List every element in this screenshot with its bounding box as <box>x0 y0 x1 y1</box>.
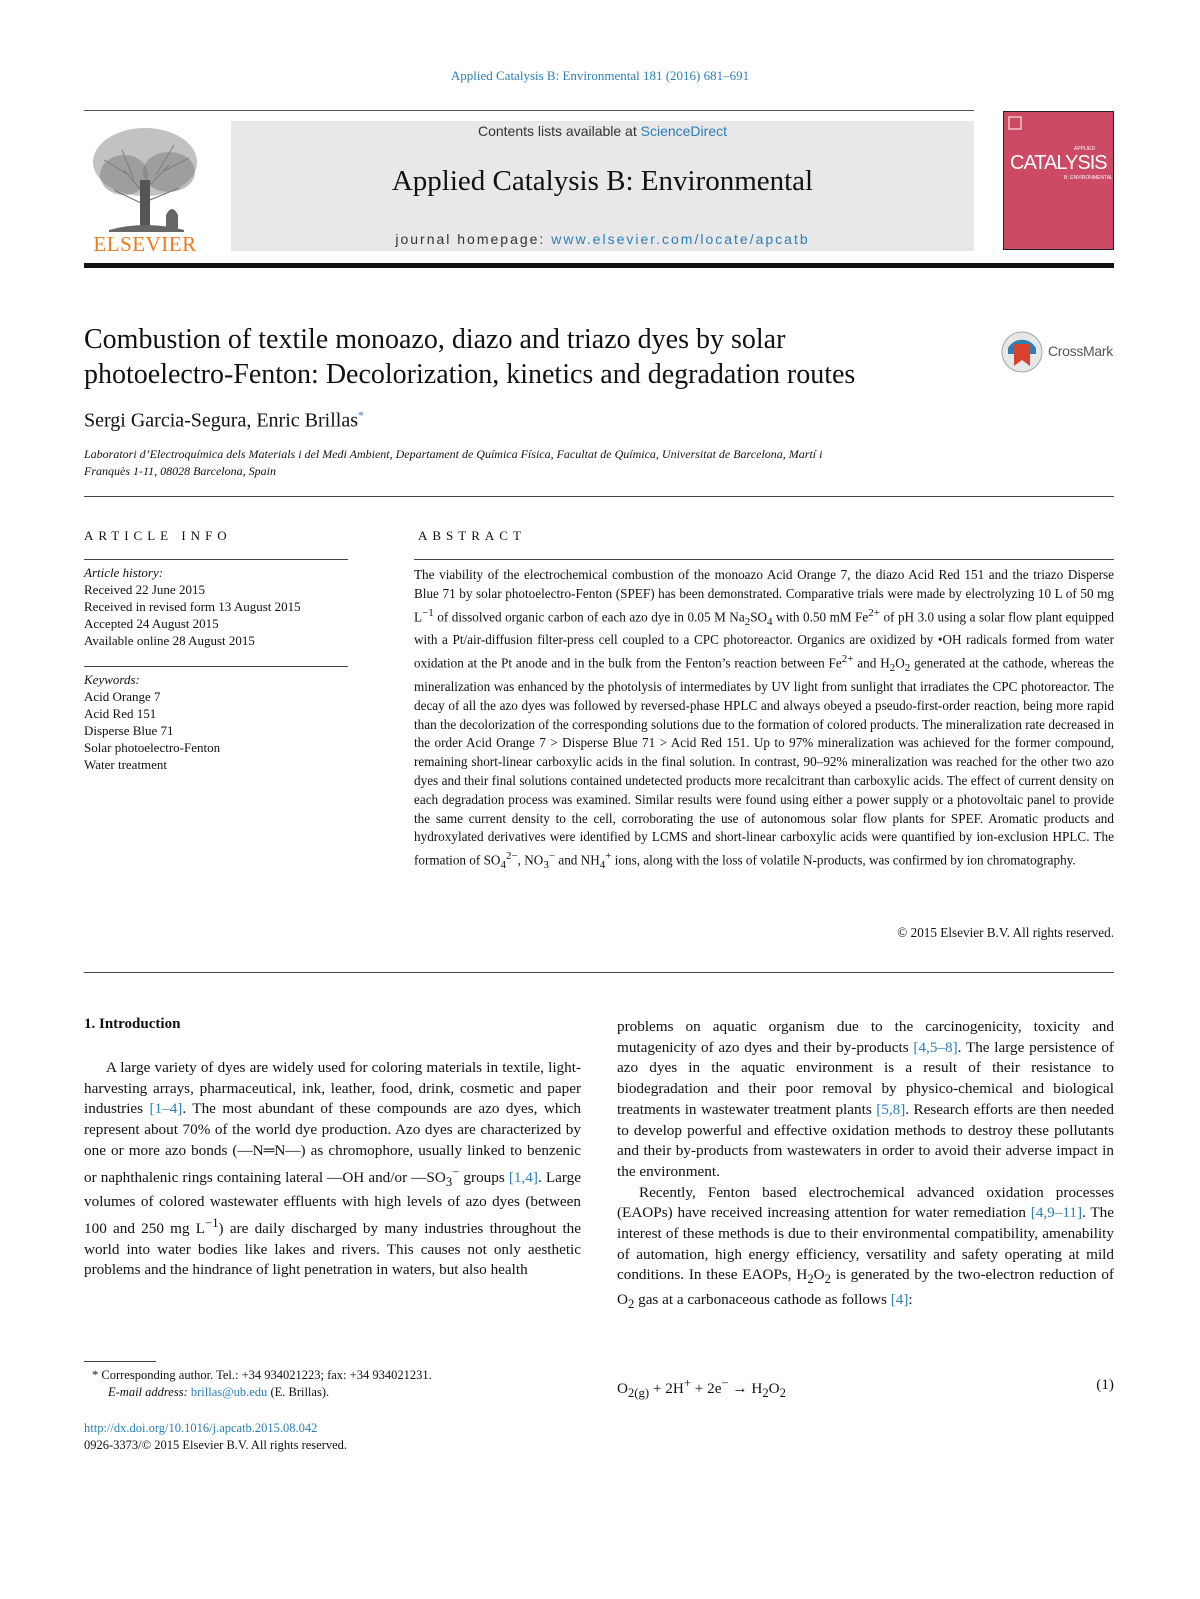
elsevier-wordmark: ELSEVIER <box>93 232 197 256</box>
citation-link[interactable]: [4,9–11] <box>1030 1204 1083 1222</box>
affiliation-line-2: Franquès 1-11, 08028 Barcelona, Spain <box>84 464 276 478</box>
equation-1: $O_{2(g)} + 2H^+ + 2e^- \to H_2O_2$ (1) <box>617 1376 1114 1401</box>
keyword-item: Acid Red 151 <box>84 706 157 721</box>
citation-link[interactable]: [4] <box>890 1291 909 1309</box>
cover-title: CATALYSIS <box>1010 152 1107 174</box>
body-column-left <box>84 1058 581 1281</box>
keyword-item: Disperse Blue 71 <box>84 723 174 738</box>
history-item: Available online 28 August 2015 <box>84 633 255 648</box>
abstract-text: The viability of the electrochemical combustion of the monoazo Acid Orange 7, the diazo Acid Red 151 and the triazo Disperse Blue 71 by solar photoelectro-Fenton (SPEF) has been demonstrated. Comparative trials were made by electrolyzing 10 L of 50 mg $L^{-1}$ of dissolved organic carbon of each azo dye in 0.05 M $Na_2SO_4$ with 0.50 mM $Fe^{2+}$ of pH 3.0 using a solar flow plant equipped with a Pt/air-diffusion filter-press cell coupled to a CPC photoreactor. Organics are oxidized by •OH radicals formed from water oxidation at the Pt anode and in the bulk from the Fenton’s reaction between $Fe^{2+}$ and $H_2O_2$ generated at the cathode, whereas the mineralization was enhanced by the photolysis of intermediates by UV light from sunlight that irradiates the CPC photoreactor. The decay of all the azo dyes was followed by reversed-phase HPLC and always obeyed a pseudo-first-order reaction, being more rapid than the decolorization of the corresponding solutions due to the formation of colored products. The mineralization rate decreased in the order Acid Orange 7 > Disperse Blue 71 > Acid Red 151. Up to 97% mineralization was achieved for the former compound, remaining short-linear carboxylic acids in the final solution. In contrast, 90–92% mineralization was reached for the other two azo dyes and their final solutions contained undetected products more recalcitrant than carboxylic acids. The effect of current density on each degradation process was examined. Similar results were found using either a power supply or a photovoltaic panel to provide the same current density to the cell, corroborating the use of autonomous solar flow plants for SPEF. Aromatic products and hydroxylated derivatives were identified by LCMS and short-linear carboxylic acids were quantified by ion-exclusion HPLC. The formation of $SO_4^{2-}$, $NO_3^-$ and $NH_4^+$ ions, along with the loss of volatile N-products, was confirmed by ion chromatography. <box>414 567 1114 872</box>
citation-link[interactable]: [1–4] <box>149 1100 183 1118</box>
header-thick-rule <box>84 263 1114 268</box>
title-line-2: photoelectro-Fenton: Decolorization, kinetics and degradation routes <box>84 359 856 390</box>
cover-top-text: APPLIED <box>1074 146 1096 152</box>
author-list <box>84 408 364 433</box>
citation-link[interactable]: [1,4] <box>508 1168 538 1186</box>
citation-link[interactable]: [5,8] <box>876 1100 906 1118</box>
sciencedirect-link[interactable]: ScienceDirect <box>640 123 727 139</box>
affiliation-rule <box>84 496 1114 497</box>
history-item: Accepted 24 August 2015 <box>84 616 219 631</box>
footnote-rule <box>84 1361 156 1362</box>
doi-block <box>84 1420 347 1454</box>
abstract-rule <box>414 559 1114 560</box>
paragraph: problems on aquatic organism due to the carcinogenicity, toxicity and mutagenicity of azo dyes and their by-products [4,5–8]. The large persistence of azo dyes in the aquatic environment is a result of their resistance to biodegradation and their poor removal by physico-chemical and biological treatments in wastewater treatment plants [5,8]. Research efforts are then needed to develop powerful and effective oxidation methods to destroy these pollutants and their by-products from wastewaters in order to avoid their adverse impact in the environment. <box>617 1018 1114 1180</box>
doi-link[interactable]: http://dx.doi.org/10.1016/j.apcatb.2015.08.042 <box>84 1421 318 1435</box>
article-history <box>84 564 354 649</box>
footnote-email-line: E-mail address: brillas@ub.edu (E. Brillas). <box>108 1385 330 1399</box>
affiliation <box>84 446 984 480</box>
homepage-line <box>231 231 974 247</box>
authors-names: Sergi Garcia-Segura, Enric Brillas <box>84 409 358 432</box>
keyword-item: Acid Orange 7 <box>84 689 161 704</box>
keywords-label: Keywords: <box>84 672 140 687</box>
cover-subtitle: B: ENVIRONMENTAL <box>1064 175 1113 181</box>
citation-link[interactable]: [4,5–8] <box>913 1038 958 1056</box>
journal-reference[interactable]: Applied Catalysis B: Environmental 181 (2016) 681–691 <box>450 68 750 83</box>
keywords-rule <box>84 666 348 667</box>
contents-prefix: Contents lists available at <box>477 123 641 139</box>
section-heading-introduction: 1. Introduction <box>84 1016 181 1032</box>
email-link[interactable]: brillas@ub.edu <box>190 1385 268 1399</box>
history-item: Received in revised form 13 August 2015 <box>84 599 301 614</box>
corresponding-author-mark[interactable]: * <box>357 408 364 422</box>
keyword-item: Water treatment <box>84 757 168 772</box>
paragraph: Recently, Fenton based electrochemical advanced oxidation processes (EAOPs) have received increasing attention for water remediation [4,9–11]. The interest of these methods is due to their environmental compatibility, amenability of automation, high energy efficiency, versatility and safety operating at mild conditions. In these EAOPs, $H_2O_2$ is generated by the two-electron reduction of $O_2$ gas at a carbonaceous cathode as follows [4]: <box>617 1183 1114 1312</box>
paper-title <box>84 322 984 392</box>
contents-line <box>231 123 974 139</box>
article-info-rule <box>84 559 348 560</box>
homepage-prefix: journal homepage: <box>395 231 552 247</box>
issn-line: 0926-3373/© 2015 Elsevier B.V. All rights reserved. <box>84 1438 348 1452</box>
history-item: Received 22 June 2015 <box>84 582 205 597</box>
journal-title: Applied Catalysis B: Environmental <box>391 165 814 197</box>
abstract-copyright: © 2015 Elsevier B.V. All rights reserved. <box>897 925 1114 940</box>
affiliation-line-1: Laboratori d’Electroquímica dels Materials i del Medi Ambient, Departament de Química Física, Facultat de Química, Universitat de Barcelona, Martí i <box>84 447 823 461</box>
abstract-heading: ABSTRACT <box>418 528 526 543</box>
journal-cover-thumbnail[interactable] <box>1003 111 1114 250</box>
cover-logo-icon <box>1008 116 1022 130</box>
abstract-end-rule <box>84 972 1114 973</box>
homepage-link[interactable]: www.elsevier.com/locate/apcatb <box>551 231 810 247</box>
journal-masthead <box>231 121 974 251</box>
title-line-1: Combustion of textile monoazo, diazo and triazo dyes by solar <box>84 324 786 355</box>
paragraph: A large variety of dyes are widely used for coloring materials in textile, light-harvesting arrays, pharmaceutical, ink, leather, food, drink, cosmetic and paper industries [1–4]. The most abundant of these compounds are azo dyes, which represent about 70% of the world dye production. Azo dyes are characterized by one or more azo bonds (—N═N—) as chromophore, usually linked to benzenic or naphthalenic rings containing lateral —OH and/or $—SO_3^-$ groups [1,4]. Large volumes of colored wastewater effluents with high levels of azo dyes (between 100 and 250 mg $L^{-1}$) are daily discharged by many industries throughout the world into water bodies like lakes and rivers. This causes not only aesthetic problems and the hindrance of light penetration in waters, but also health <box>84 1059 582 1279</box>
article-info-heading: ARTICLE INFO <box>84 528 232 543</box>
body-column-right <box>617 1017 1114 1315</box>
history-label: Article history: <box>84 565 164 580</box>
footnote-line-1: * Corresponding author. Tel.: +34 934021223; fax: +34 934021231. <box>92 1368 432 1382</box>
keywords <box>84 671 354 773</box>
header-rule <box>84 110 974 111</box>
footnote <box>92 1367 572 1401</box>
keyword-item: Solar photoelectro-Fenton <box>84 740 221 755</box>
equation-number: (1) <box>1096 1376 1114 1393</box>
crossmark-label[interactable]: CrossMark <box>1048 343 1113 359</box>
